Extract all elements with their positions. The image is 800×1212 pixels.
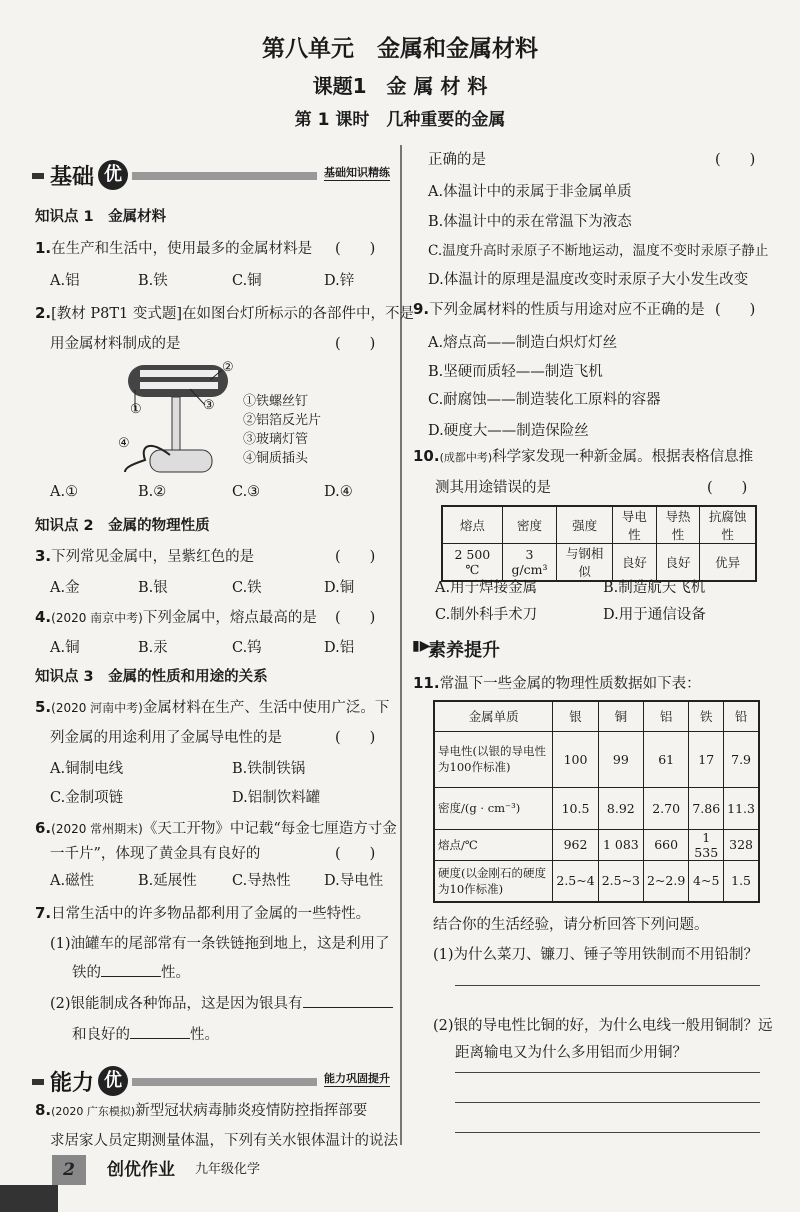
question-text: 铁的: [72, 965, 101, 981]
question-text: (1)为什么菜刀、镰刀、锤子等用铁制而不用铅制？: [433, 947, 759, 963]
table-cell: 99: [598, 731, 643, 787]
question-number: 9.: [413, 300, 430, 318]
knowledge-point-heading: 知识点 1 金属材料: [35, 209, 167, 225]
question-text: (2)银能制成各种饰品，这是因为银具有: [50, 996, 303, 1012]
question-10: [413, 445, 753, 466]
question-number: 1.: [35, 239, 52, 257]
table-cell: 4~5: [689, 860, 724, 902]
option: A.金: [50, 580, 80, 596]
question-number: 4.: [35, 608, 52, 626]
option: D.导电性: [324, 873, 384, 889]
question-6: [35, 817, 397, 838]
question-number: 5.: [35, 698, 52, 716]
question-8: [35, 1099, 367, 1120]
blank-input[interactable]: [101, 976, 161, 977]
row-label: 熔点/℃: [434, 829, 553, 860]
banner-title: 能力: [50, 1071, 95, 1096]
question-text: 列金属的用途利用了金属导电性的是: [50, 730, 282, 746]
table-cell: 与钢相似: [557, 544, 613, 582]
table-header-cell: 铁: [689, 701, 724, 731]
table-cell: 7.9: [724, 731, 759, 787]
question-source: (2020 常州期末): [51, 822, 143, 836]
figure-marker: ④: [118, 436, 130, 451]
section-heading: 素养提升: [428, 640, 500, 661]
answer-line[interactable]: [455, 1072, 760, 1073]
option: B.延展性: [138, 873, 197, 889]
question-text: 结合你的生活经验，请分析回答下列问题。: [433, 917, 709, 933]
option: A.铜: [50, 640, 80, 656]
question-9: [413, 298, 705, 319]
option: C.耐腐蚀——制造装化工原料的容器: [428, 392, 661, 408]
table-header-cell: 熔点: [442, 506, 502, 544]
table-cell: 328: [724, 829, 759, 860]
question-1: [35, 237, 312, 258]
question-text: 下列金属材料的性质与用途对应不正确的是: [429, 302, 705, 318]
table-cell: 17: [689, 731, 724, 787]
question-number: 7.: [35, 904, 52, 922]
banner-tag: 基础知识精练: [324, 166, 390, 179]
question-text: 用金属材料制成的是: [50, 336, 181, 352]
lesson-title: 第 1 课时 几种重要的金属: [294, 110, 506, 130]
table-header-cell: 导热性: [656, 506, 700, 544]
question-text: 距离输电又为什么多用铝而少用铜？: [455, 1045, 687, 1061]
table-row: [434, 731, 759, 787]
question-3: [35, 545, 254, 566]
section-arrow-icon: ▮▶: [412, 638, 431, 654]
row-label: 导电性(以银的导电性为100作标准): [434, 731, 553, 787]
question-text: 金属材料在生产、生活中使用广泛。下: [142, 700, 390, 716]
option: D.硬度大——制造保险丝: [428, 423, 589, 439]
answer-bracket[interactable]: ( ): [707, 480, 748, 496]
metal-properties-table: [433, 700, 760, 903]
table-header-cell: 抗腐蚀性: [700, 506, 756, 544]
option: B.银: [138, 580, 168, 596]
question-text: 性。: [161, 965, 190, 981]
table-cell: 2.5~4: [553, 860, 598, 902]
question-source: (2020 南京中考): [51, 611, 143, 625]
fill-blank-line: [72, 961, 190, 982]
option: C.③: [232, 484, 261, 500]
table-cell: 良好: [613, 544, 657, 582]
question-text: 日常生活中的许多物品都利用了金属的一些特性。: [51, 906, 371, 922]
banner-title: 基础: [50, 165, 95, 190]
table-header-cell: 密度: [502, 506, 557, 544]
banner-tag: 能力巩固提升: [324, 1072, 390, 1085]
question-number: 8.: [35, 1101, 52, 1119]
figure-legend: [243, 392, 321, 468]
option: D.体温计的原理是温度改变时汞原子大小发生改变: [428, 272, 749, 288]
option: D.铝: [324, 640, 355, 656]
option: C.温度升高时汞原子不断地运动，温度不变时汞原子静止: [428, 243, 769, 259]
table-cell: 2.70: [644, 787, 689, 829]
question-text: 常温下一些金属的物理性质数据如下表：: [439, 676, 701, 692]
option: D.铝制饮料罐: [232, 790, 321, 806]
knowledge-point-heading: 知识点 2 金属的物理性质: [35, 518, 210, 534]
table-cell: 100: [553, 731, 598, 787]
option: B.铁: [138, 273, 168, 289]
question-text: 新型冠状病毒肺炎疫情防控指挥部要: [135, 1103, 368, 1119]
table-cell: 2.5~3: [598, 860, 643, 902]
footer-brand: 创优作业: [107, 1160, 175, 1180]
table-header-row: [434, 701, 759, 731]
question-source: (2020 广东模拟): [51, 1105, 136, 1118]
question-source: (成都中考): [439, 451, 493, 464]
badge-icon: 优: [98, 160, 128, 190]
option: B.制造航天飞机: [603, 580, 706, 596]
table-cell: 2~2.9: [644, 860, 689, 902]
table-cell: 7.86: [689, 787, 724, 829]
figure-marker: ①: [130, 402, 142, 417]
table-cell: 2 500 ℃: [442, 544, 502, 582]
table-row: [434, 860, 759, 902]
column-divider: [400, 145, 402, 1145]
section-banner-ability: [32, 1066, 390, 1096]
answer-bracket[interactable]: ( ): [715, 152, 756, 168]
table-row: [434, 787, 759, 829]
blank-input[interactable]: [130, 1038, 190, 1039]
option: B.铁制铁锅: [232, 761, 306, 777]
table-cell: 11.3: [724, 787, 759, 829]
table-cell: 良好: [656, 544, 700, 582]
option: B.坚硬而质轻——制造飞机: [428, 364, 603, 380]
option: C.钨: [232, 640, 262, 656]
question-2: [35, 302, 414, 323]
question-number: 10.: [413, 447, 440, 465]
option: D.铜: [324, 580, 355, 596]
desk-lamp-figure: [110, 360, 240, 480]
fill-blank-line: [72, 1023, 219, 1044]
banner-bar: [32, 173, 44, 179]
option: C.金制项链: [50, 790, 124, 806]
topic-title: 课题1 金 属 材 料: [312, 74, 488, 98]
table-row: [434, 829, 759, 860]
table-header-cell: 铝: [644, 701, 689, 731]
table-header-cell: 铅: [724, 701, 759, 731]
figure-marker: ③: [203, 398, 215, 413]
answer-bracket[interactable]: ( ): [335, 549, 376, 565]
option: A.铜制电线: [50, 761, 124, 777]
option: D.锌: [324, 273, 355, 289]
answer-line[interactable]: [455, 1132, 760, 1133]
option: A.磁性: [50, 873, 95, 889]
corner-block: [0, 1185, 58, 1212]
question-5: [35, 696, 389, 717]
table-cell: 1 083: [598, 829, 643, 860]
question-4: [35, 606, 317, 627]
blank-input[interactable]: [303, 1007, 393, 1008]
table-header-cell: 导电性: [613, 506, 657, 544]
question-text: 下列金属中，熔点最高的是: [142, 610, 317, 626]
table-header-row: [442, 506, 756, 544]
question-11: [413, 672, 701, 693]
table-cell: 3 g/cm³: [502, 544, 557, 582]
option: A.体温计中的汞属于非金属单质: [428, 184, 632, 200]
table-cell: 8.92: [598, 787, 643, 829]
question-text: 科学家发现一种新金属。根据表格信息推: [492, 449, 754, 465]
question-text: 性。: [190, 1027, 219, 1043]
question-text: (1)油罐车的尾部常有一条铁链拖到地上，这是利用了: [50, 936, 390, 952]
row-label: 硬度(以金刚石的硬度为10作标准): [434, 860, 553, 902]
answer-line[interactable]: [455, 985, 760, 986]
fill-blank-line: [50, 992, 393, 1013]
legend-item: ①铁螺丝钉: [243, 394, 309, 409]
table-cell: 1 535: [689, 829, 724, 860]
figure-marker: ②: [222, 360, 234, 375]
table-header-cell: 银: [553, 701, 598, 731]
table-header-cell: 铜: [598, 701, 643, 731]
option: A.铝: [50, 273, 80, 289]
answer-bracket[interactable]: ( ): [335, 846, 376, 862]
option: B.汞: [138, 640, 168, 656]
question-text: (2)银的导电性比铜的好，为什么电线一般用铜制？远: [433, 1018, 773, 1034]
table-cell: 962: [553, 829, 598, 860]
table-cell: 1.5: [724, 860, 759, 902]
option: A.熔点高——制造白炽灯灯丝: [428, 335, 618, 351]
question-text: 求居家人员定期测量体温，下列有关水银体温计的说法: [50, 1133, 398, 1149]
answer-bracket[interactable]: ( ): [335, 610, 376, 626]
question-text: 下列常见金属中，呈紫红色的是: [51, 549, 255, 565]
banner-rule: [132, 1078, 317, 1086]
question-number: 2.: [35, 304, 52, 322]
question-text: 正确的是: [428, 152, 486, 168]
question-text: 测其用途错误的是: [435, 480, 551, 496]
footer-subject: 九年级化学: [195, 1162, 261, 1177]
table-header-cell: 强度: [557, 506, 613, 544]
question-7: [35, 902, 370, 923]
option: D.用于通信设备: [603, 607, 706, 623]
option: C.铜: [232, 273, 262, 289]
answer-bracket[interactable]: ( ): [335, 336, 376, 352]
option: B.②: [138, 484, 167, 500]
question-number: 3.: [35, 547, 52, 565]
question-text: 和良好的: [72, 1027, 130, 1043]
row-label: 密度/(g · cm⁻³): [434, 787, 553, 829]
table-cell: 优异: [700, 544, 756, 582]
question-text: 《天工开物》中记载“每金七厘造方寸金: [142, 821, 397, 837]
legend-item: ③玻璃灯管: [243, 432, 309, 447]
section-banner-basic: [32, 160, 390, 190]
legend-item: ④铜质插头: [243, 451, 309, 466]
option: D.④: [324, 484, 353, 500]
option: C.制外科手术刀: [435, 607, 538, 623]
unit-title: 第八单元 金属和金属材料: [262, 36, 538, 62]
answer-bracket[interactable]: ( ): [335, 241, 376, 257]
answer-bracket[interactable]: ( ): [335, 730, 376, 746]
knowledge-point-heading: 知识点 3 金属的性质和用途的关系: [35, 669, 268, 685]
option: A.①: [50, 484, 79, 500]
banner-rule: [132, 172, 317, 180]
option: C.铁: [232, 580, 262, 596]
option: B.体温计中的汞在常温下为液态: [428, 214, 632, 230]
banner-bar: [32, 1079, 44, 1085]
option: A.用于焊接金属: [435, 580, 538, 596]
question-number: 6.: [35, 819, 52, 837]
table-cell: 660: [644, 829, 689, 860]
question-source: (2020 河南中考): [51, 701, 143, 715]
page-number: 2: [52, 1155, 86, 1185]
new-metal-table: [441, 505, 757, 582]
answer-line[interactable]: [455, 1102, 760, 1103]
answer-bracket[interactable]: ( ): [715, 302, 756, 318]
table-header-cell: 金属单质: [434, 701, 553, 731]
question-number: 11.: [413, 674, 440, 692]
badge-icon: 优: [98, 1066, 128, 1096]
legend-item: ②铝箔反光片: [243, 413, 322, 428]
table-cell: 61: [644, 731, 689, 787]
question-text: [教材 P8T1 变式题]在如图台灯所标示的各部件中，不是: [51, 306, 415, 322]
table-cell: 10.5: [553, 787, 598, 829]
option: C.导热性: [232, 873, 291, 889]
question-text: 一千片”，体现了黄金具有良好的: [50, 846, 261, 862]
question-text: 在生产和生活中，使用最多的金属材料是: [51, 241, 313, 257]
